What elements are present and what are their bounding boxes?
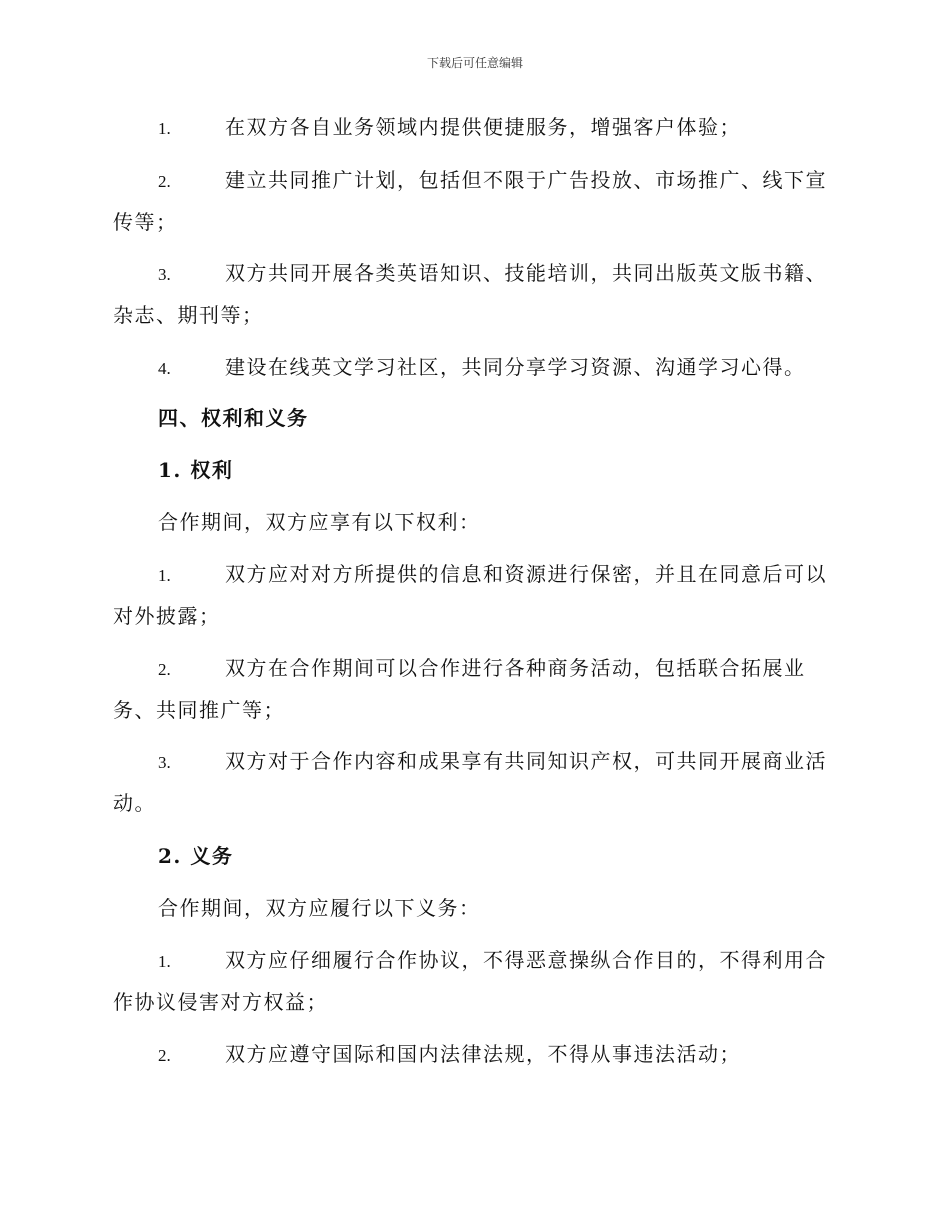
list-item	[113, 107, 833, 149]
list-item	[113, 648, 833, 730]
list-item-text: 双方对于合作内容和成果享有共同知识产权，可共同开展商业活动。	[113, 749, 827, 815]
list-item-text: 建设在线英文学习社区，共同分享学习资源、沟通学习心得。	[225, 355, 806, 379]
list-item	[113, 940, 833, 1022]
list-item-number: 2.	[158, 172, 171, 191]
subsection-heading-duties: 2. 义务	[158, 844, 234, 868]
list-item-number: 1.	[158, 566, 171, 585]
rights-intro: 合作期间，双方应享有以下权利：	[158, 510, 481, 534]
list-item-number: 1.	[158, 952, 171, 971]
list-item-text: 双方在合作期间可以合作进行各种商务活动，包括联合拓展业务、共同推广等；	[113, 656, 806, 722]
list-item	[113, 160, 833, 242]
list-item-number: 1.	[158, 119, 171, 138]
list-item-number: 2.	[158, 1046, 171, 1065]
page-header: 下载后可任意编辑	[426, 56, 523, 70]
list-item-text: 双方应遵守国际和国内法律法规，不得从事违法活动；	[225, 1042, 741, 1066]
list-item-text: 建立共同推广计划，包括但不限于广告投放、市场推广、线下宣传等；	[113, 168, 827, 234]
list-item-text: 双方应仔细履行合作协议，不得恶意操纵合作目的，不得利用合作协议侵害对方权益；	[113, 948, 827, 1014]
subsection-heading-rights: 1. 权利	[158, 458, 234, 482]
list-item-text: 双方共同开展各类英语知识、技能培训，共同出版英文版书籍、杂志、期刊等；	[113, 261, 827, 327]
list-item-number: 2.	[158, 660, 171, 679]
list-item	[113, 1034, 833, 1076]
list-item-text: 双方应对对方所提供的信息和资源进行保密，并且在同意后可以对外披露；	[113, 562, 827, 628]
list-item-number: 3.	[158, 753, 171, 772]
list-item-text: 在双方各自业务领域内提供便捷服务，增强客户体验；	[225, 115, 741, 139]
section-heading: 四、权利和义务	[158, 406, 309, 430]
list-item	[113, 347, 833, 389]
list-item-number: 3.	[158, 265, 171, 284]
list-item	[113, 554, 833, 636]
list-item	[113, 253, 833, 335]
list-item-number: 4.	[158, 359, 171, 378]
duties-intro: 合作期间，双方应履行以下义务：	[158, 896, 481, 920]
list-item	[113, 741, 833, 823]
